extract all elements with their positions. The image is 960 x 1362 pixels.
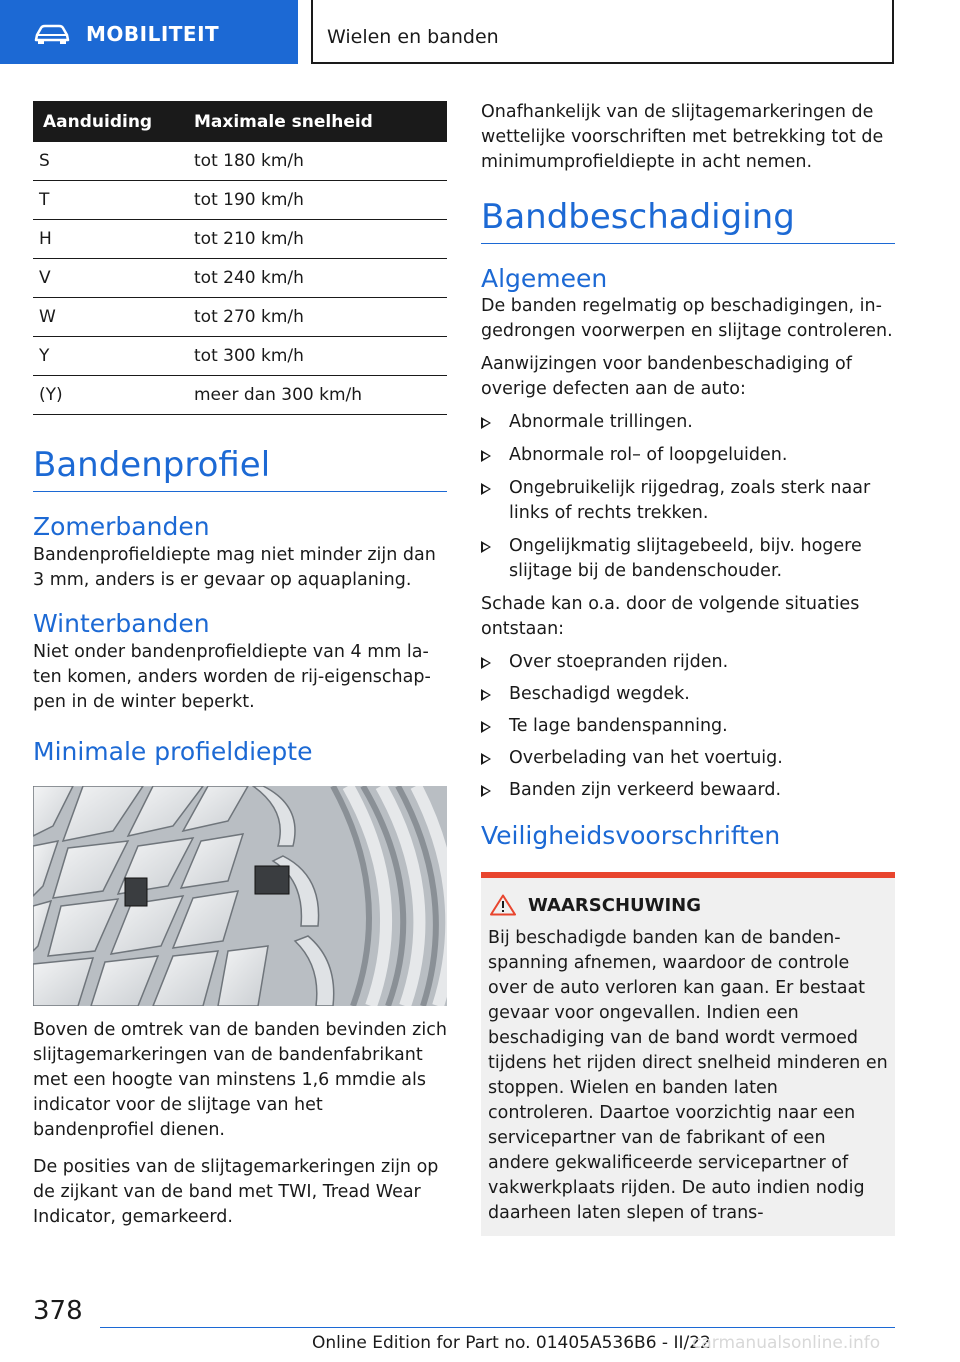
list-item: Beschadigd wegdek.: [481, 682, 895, 707]
warning-text: Bij beschadigde banden kan de bandenspanning afnemen, waardoor de controle over de auto verloren kan gaan. Er bestaat gevaar voor ongevallen. Indien een beschadiging van de band wordt vermoed tijdens het rijden direct snelheid minderen en stoppen. Wielen en banden laten controleren. Daartoe voorzichtig naar een servicepartner van de fabrikant of een andere gekwalificeerde servicepartner of vakwerkplaats rijden. De auto indien nodig daarheen laten slepen of trans-: [488, 928, 888, 1223]
warning-triangle-icon: [490, 894, 516, 916]
speed-code: T: [33, 181, 194, 220]
chapter-title: Wielen en banden: [327, 26, 499, 48]
watermark: carmanualsonline.info: [692, 1333, 881, 1353]
table-row: [33, 220, 447, 259]
triangle-bullet-icon: [481, 657, 491, 669]
heading-winterbanden: Winterbanden: [33, 609, 210, 638]
warning-box: [481, 872, 895, 1236]
speed-value: tot 300 km/h: [194, 337, 447, 376]
speed-value: tot 190 km/h: [194, 181, 447, 220]
table-row: [33, 376, 447, 415]
section-title: MOBILITEIT: [86, 22, 220, 46]
speed-code: (Y): [33, 376, 194, 415]
triangle-bullet-icon: [481, 689, 491, 701]
table-row: [33, 337, 447, 376]
list-item: Ongelijkmatig slijtagebeeld, bijv. hogere slijtage bij de bandenschouder.: [481, 534, 895, 584]
list-item: Te lage bandenspanning.: [481, 714, 895, 739]
heading-bandbeschadiging: Bandbeschadiging: [481, 197, 895, 244]
triangle-bullet-icon: [481, 541, 491, 553]
paragraph-slijtagemarkeringen: Boven de omtrek van de banden bevinden zich slijtagemarkeringen van de bandenfabrikant met een hoogte van minstens 1,6 mmdie als indicator voor de slijtage van het bandenprofiel dienen.: [33, 1020, 447, 1140]
list-item: Abnormale rol– of loopgeluiden.: [481, 443, 895, 468]
paragraph-intro: Onafhankelijk van de slijtagemarkeringen de wettelijke voorschriften met betrekking tot de minimumprofieldiepte in acht nemen.: [481, 102, 884, 172]
left-column: [33, 101, 447, 1230]
paragraph-twi: De posities van de slijtagemarkeringen zijn op de zijkant van de band met TWI, Tread Wear Indicator, gemarkeerd.: [33, 1157, 439, 1227]
paragraph-zomerbanden: Bandenprofieldiepte mag niet minder zijn dan 3 mm, anders is er gevaar op aquaplaning.: [33, 545, 436, 590]
heading-bandenprofiel: Bandenprofiel: [33, 445, 447, 492]
triangle-bullet-icon: [481, 721, 491, 733]
column-header-code: Aanduiding: [33, 101, 194, 142]
table-header-row: [33, 101, 447, 142]
table-row: [33, 298, 447, 337]
table-row: [33, 142, 447, 181]
warning-title: WAARSCHUWING: [528, 894, 702, 916]
paragraph-algemeen: De banden regelmatig op beschadigingen, ingedrongen voorwerpen en slijtage controleren.: [481, 296, 893, 341]
speed-code: H: [33, 220, 194, 259]
footer-divider: [100, 1327, 895, 1328]
speed-value: tot 210 km/h: [194, 220, 447, 259]
table-row: [33, 181, 447, 220]
list-item: Overbelading van het voertuig.: [481, 746, 895, 771]
chapter-header: [311, 0, 894, 64]
heading-algemeen: Algemeen: [481, 264, 608, 293]
list-item: Over stoepranden rijden.: [481, 650, 895, 675]
list-causes: [481, 650, 895, 803]
paragraph-oorzaken: Schade kan o.a. door de volgende situaties ontstaan:: [481, 594, 860, 639]
page-number: 378: [33, 1296, 83, 1326]
speed-value: tot 180 km/h: [194, 142, 447, 181]
paragraph-aanwijzingen: Aanwijzingen voor bandenbeschadiging of overige defecten aan de auto:: [481, 354, 852, 399]
warning-heading: [488, 894, 888, 916]
section-badge: [0, 0, 298, 64]
speed-code: V: [33, 259, 194, 298]
heading-zomerbanden: Zomerbanden: [33, 512, 210, 541]
triangle-bullet-icon: [481, 785, 491, 797]
list-item: Banden zijn verkeerd bewaard.: [481, 778, 895, 803]
speed-value: tot 240 km/h: [194, 259, 447, 298]
paragraph-winterbanden: Niet onder bandenprofieldiepte van 4 mm laten komen, anders worden de rij-eigenschappen in de winter beperkt.: [33, 642, 431, 712]
table-row: [33, 259, 447, 298]
tire-tread-illustration: [33, 786, 447, 1006]
triangle-bullet-icon: [481, 483, 491, 495]
heading-veiligheidsvoorschriften: Veiligheidsvoorschriften: [481, 821, 781, 850]
speed-code: Y: [33, 337, 194, 376]
list-item: Ongebruikelijk rijgedrag, zoals sterk naar links of rechts trekken.: [481, 476, 895, 526]
speed-rating-table: [33, 101, 447, 415]
speed-code: S: [33, 142, 194, 181]
list-item: Abnormale trillingen.: [481, 410, 895, 435]
triangle-bullet-icon: [481, 753, 491, 765]
car-icon: [34, 24, 70, 44]
heading-minimale-profieldiepte: Minimale profieldiepte: [33, 737, 313, 766]
list-hints: [481, 410, 895, 584]
speed-value: meer dan 300 km/h: [194, 376, 447, 415]
column-header-max-speed: Maximale snelheid: [194, 101, 447, 142]
triangle-bullet-icon: [481, 417, 491, 429]
edition-info: Online Edition for Part no. 01405A536B6 - II/22: [312, 1333, 711, 1353]
triangle-bullet-icon: [481, 450, 491, 462]
speed-code: W: [33, 298, 194, 337]
speed-value: tot 270 km/h: [194, 298, 447, 337]
right-column: [481, 100, 895, 1236]
